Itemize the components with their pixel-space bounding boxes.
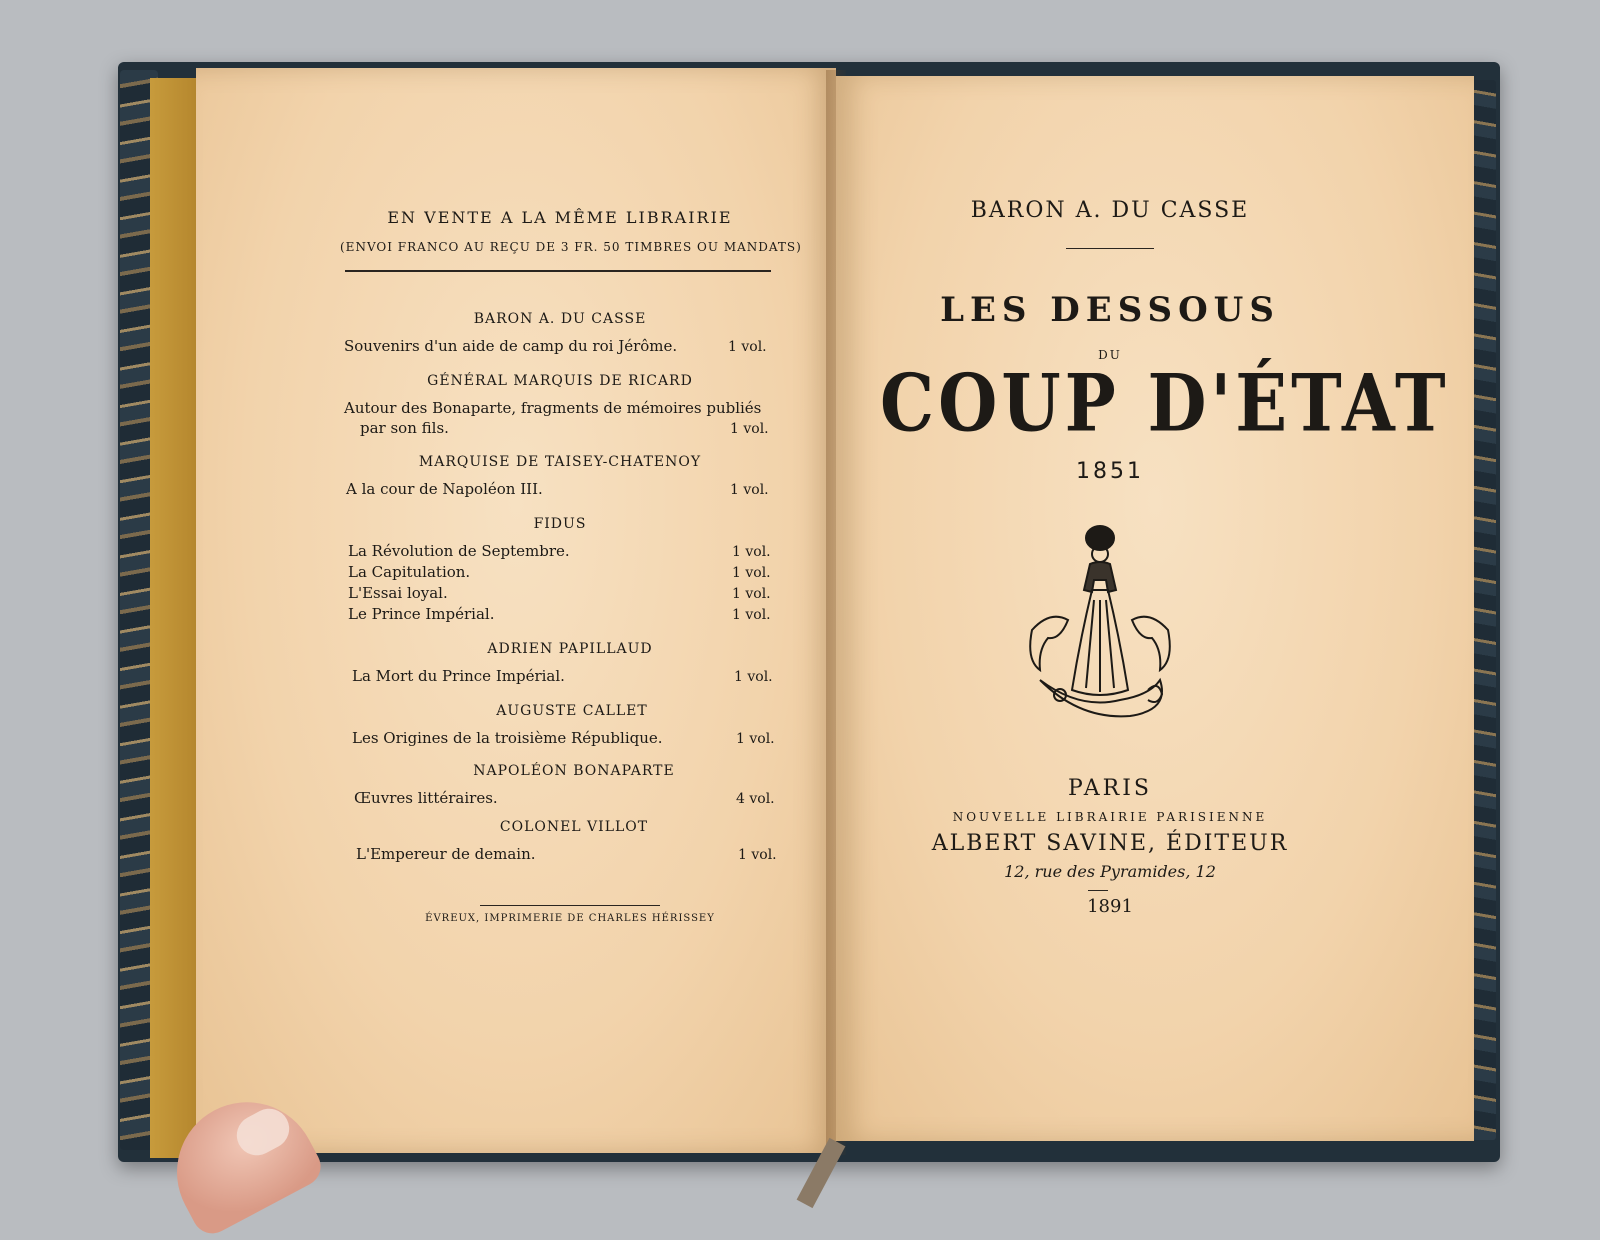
entry-volumes: 1 vol.: [732, 565, 771, 581]
entry-title: La Révolution de Septembre.: [348, 542, 570, 560]
entry-volumes: 1 vol.: [732, 544, 771, 560]
entry-volumes: 1 vol.: [736, 731, 775, 747]
entry-title: A la cour de Napoléon III.: [346, 480, 543, 498]
entry-volumes: 1 vol.: [734, 669, 773, 685]
section-author: FIDUS: [533, 516, 587, 532]
entry-title-continued: par son fils.: [360, 419, 449, 437]
publisher-name: ALBERT SAVINE, ÉDITEUR: [931, 831, 1289, 856]
title-page-author: BARON A. DU CASSE: [970, 198, 1250, 223]
entry-volumes: 1 vol.: [728, 339, 767, 355]
entry-volumes: 1 vol.: [732, 586, 771, 602]
book-title-line-2: COUP D'ÉTAT: [880, 358, 1450, 450]
heading-rule: [345, 270, 771, 272]
entry-title: La Mort du Prince Impérial.: [352, 667, 565, 685]
section-author: ADRIEN PAPILLAUD: [487, 641, 653, 657]
entry-volumes: 1 vol.: [730, 421, 769, 437]
section-author: MARQUISE DE TAISEY-CHATENOY: [418, 454, 702, 470]
entry-volumes: 1 vol.: [730, 482, 769, 498]
section-author: BARON A. DU CASSE: [473, 311, 647, 327]
address-rule: [1088, 890, 1108, 891]
publisher-house: NOUVELLE LIBRAIRIE PARISIENNE: [952, 810, 1268, 824]
entry-title: L'Empereur de demain.: [356, 845, 536, 863]
entry-title: L'Essai loyal.: [348, 584, 448, 602]
entry-title: Les Origines de la troisième République.: [352, 729, 663, 747]
publisher-device-emblem: [1020, 520, 1180, 725]
book-title-connector: DU: [1098, 348, 1122, 362]
section-author: NAPOLÉON BONAPARTE: [473, 763, 675, 779]
publisher-address: 12, rue des Pyramides, 12: [1004, 862, 1216, 881]
catalogue-heading: EN VENTE A LA MÊME LIBRAIRIE: [387, 208, 733, 227]
entry-volumes: 1 vol.: [732, 607, 771, 623]
entry-title: Autour des Bonaparte, fragments de mémoires publiés: [344, 399, 762, 417]
printer-rule: [480, 905, 660, 906]
entry-volumes: 1 vol.: [738, 847, 777, 863]
entry-volumes: 4 vol.: [736, 791, 775, 807]
catalogue-subheading: (ENVOI FRANCO AU REÇU DE 3 FR. 50 TIMBRES OU MANDATS): [340, 240, 802, 254]
entry-title: Souvenirs d'un aide de camp du roi Jérôme.: [344, 337, 678, 355]
publication-year: 1891: [1087, 896, 1133, 917]
book-title-line-1: LES DESSOUS: [940, 290, 1280, 330]
section-author: AUGUSTE CALLET: [496, 703, 648, 719]
entry-title: La Capitulation.: [348, 563, 471, 581]
publication-city: PARIS: [1068, 776, 1152, 801]
printer-imprint: ÉVREUX, IMPRIMERIE DE CHARLES HÉRISSEY: [425, 913, 715, 924]
section-author: GÉNÉRAL MARQUIS DE RICARD: [427, 373, 693, 389]
entry-title: Œuvres littéraires.: [354, 789, 498, 807]
subject-year: 1851: [1076, 459, 1144, 484]
section-author: COLONEL VILLOT: [499, 819, 649, 835]
author-rule: [1066, 248, 1154, 249]
entry-title: Le Prince Impérial.: [348, 605, 495, 623]
